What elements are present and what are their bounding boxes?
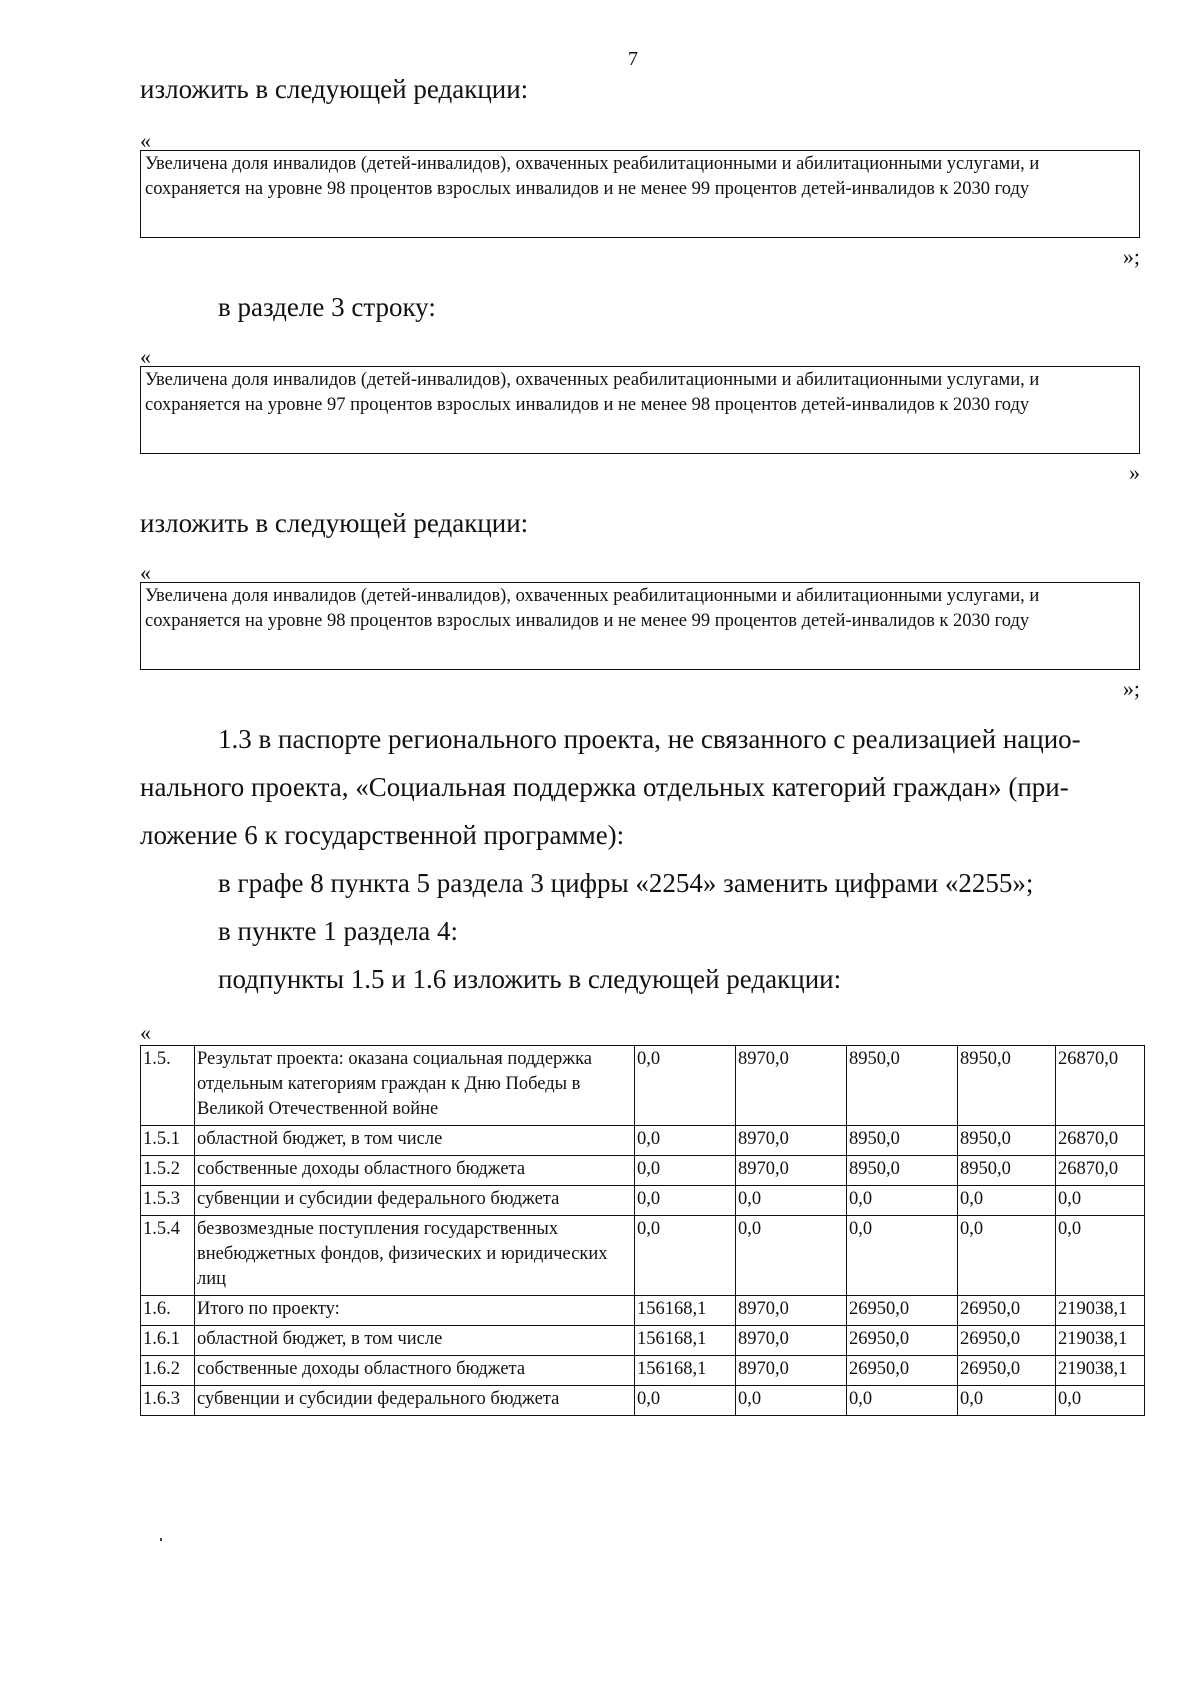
value-cell-c3: 0,0 bbox=[847, 1216, 958, 1296]
value-cell-c4: 8950,0 bbox=[958, 1156, 1056, 1186]
value-cell-c2: 8970,0 bbox=[736, 1156, 847, 1186]
value-cell-c5: 26870,0 bbox=[1056, 1156, 1145, 1186]
value-cell-c4: 0,0 bbox=[958, 1186, 1056, 1216]
value-cell-c4: 26950,0 bbox=[958, 1296, 1056, 1326]
value-cell-c1: 156168,1 bbox=[635, 1356, 736, 1386]
row-number-cell: 1.5.2 bbox=[141, 1156, 195, 1186]
row-number-cell: 1.6.1 bbox=[141, 1326, 195, 1356]
value-cell-c4: 0,0 bbox=[958, 1386, 1056, 1416]
row-number-cell: 1.5.4 bbox=[141, 1216, 195, 1296]
row-number-cell: 1.6.3 bbox=[141, 1386, 195, 1416]
row-number-cell: 1.6. bbox=[141, 1296, 195, 1326]
value-cell-c1: 0,0 bbox=[635, 1386, 736, 1416]
value-cell-c5: 219038,1 bbox=[1056, 1296, 1145, 1326]
scan-mark bbox=[160, 1538, 162, 1541]
table-row bbox=[141, 1356, 1145, 1386]
value-cell-c3: 0,0 bbox=[847, 1186, 958, 1216]
value-cell-c2: 8970,0 bbox=[736, 1326, 847, 1356]
table-row bbox=[141, 1126, 1145, 1156]
value-cell-c2: 0,0 bbox=[736, 1216, 847, 1296]
row-name-cell: областной бюджет, в том числе bbox=[195, 1126, 635, 1156]
value-cell-c4: 26950,0 bbox=[958, 1326, 1056, 1356]
block2-heading: в разделе 3 строку: bbox=[218, 292, 436, 322]
budget-table bbox=[140, 1045, 1145, 1416]
value-cell-c2: 8970,0 bbox=[736, 1126, 847, 1156]
value-cell-c3: 8950,0 bbox=[847, 1156, 958, 1186]
block2-close-quote: » bbox=[1129, 460, 1140, 485]
value-cell-c1: 0,0 bbox=[635, 1186, 736, 1216]
value-cell-c3: 8950,0 bbox=[847, 1046, 958, 1126]
paragraph-line-3: ложение 6 к государственной программе): bbox=[140, 820, 625, 850]
value-cell-c1: 156168,1 bbox=[635, 1326, 736, 1356]
row-name-cell: субвенции и субсидии федерального бюджета bbox=[195, 1186, 635, 1216]
value-cell-c5: 0,0 bbox=[1056, 1216, 1145, 1296]
table-row bbox=[141, 1046, 1145, 1126]
value-cell-c2: 8970,0 bbox=[736, 1046, 847, 1126]
instruction-line-2: в пункте 1 раздела 4: bbox=[218, 916, 459, 946]
value-cell-c2: 8970,0 bbox=[736, 1356, 847, 1386]
value-cell-c4: 8950,0 bbox=[958, 1126, 1056, 1156]
block1-textbox: Увеличена доля инвалидов (детей-инвалидов), охваченных реабилитационными и абилитационными услугами, и сохраняется на уровне 98 процентов взрослых инвалидов и не менее 99 процентов детей-инвалидов к 2030 году bbox=[140, 150, 1140, 238]
row-number-cell: 1.5.3 bbox=[141, 1186, 195, 1216]
row-name-cell: субвенции и субсидии федерального бюджета bbox=[195, 1386, 635, 1416]
table-open-quote: « bbox=[140, 1020, 151, 1045]
instruction-line-1: в графе 8 пункта 5 раздела 3 цифры «2254» заменить цифрами «2255»; bbox=[218, 868, 1034, 898]
value-cell-c3: 8950,0 bbox=[847, 1126, 958, 1156]
paragraph-line-2: нального проекта, «Социальная поддержка отдельных категорий граждан» (при- bbox=[140, 772, 1069, 802]
value-cell-c1: 0,0 bbox=[635, 1126, 736, 1156]
row-name-cell: Результат проекта: оказана социальная поддержка отдельным категориям граждан к Дню Победы в Великой Отечественной войне bbox=[195, 1046, 635, 1126]
block3-textbox: Увеличена доля инвалидов (детей-инвалидов), охваченных реабилитационными и абилитационными услугами, и сохраняется на уровне 98 процентов взрослых инвалидов и не менее 99 процентов детей-инвалидов к 2030 году bbox=[140, 582, 1140, 670]
value-cell-c1: 156168,1 bbox=[635, 1296, 736, 1326]
value-cell-c3: 26950,0 bbox=[847, 1296, 958, 1326]
value-cell-c3: 0,0 bbox=[847, 1386, 958, 1416]
instruction-line-3: подпункты 1.5 и 1.6 изложить в следующей редакции: bbox=[218, 964, 842, 994]
value-cell-c4: 8950,0 bbox=[958, 1046, 1056, 1126]
value-cell-c5: 26870,0 bbox=[1056, 1046, 1145, 1126]
table-row bbox=[141, 1216, 1145, 1296]
block3-close-quote: »; bbox=[1122, 676, 1140, 701]
value-cell-c4: 26950,0 bbox=[958, 1356, 1056, 1386]
value-cell-c2: 8970,0 bbox=[736, 1296, 847, 1326]
value-cell-c4: 0,0 bbox=[958, 1216, 1056, 1296]
table-row bbox=[141, 1186, 1145, 1216]
row-name-cell: собственные доходы областного бюджета bbox=[195, 1356, 635, 1386]
value-cell-c3: 26950,0 bbox=[847, 1326, 958, 1356]
row-name-cell: собственные доходы областного бюджета bbox=[195, 1156, 635, 1186]
row-number-cell: 1.6.2 bbox=[141, 1356, 195, 1386]
table-row bbox=[141, 1296, 1145, 1326]
row-number-cell: 1.5. bbox=[141, 1046, 195, 1126]
value-cell-c3: 26950,0 bbox=[847, 1356, 958, 1386]
paragraph-line-1: 1.3 в паспорте регионального проекта, не связанного с реализацией нацио- bbox=[218, 724, 1081, 754]
row-name-cell: Итого по проекту: bbox=[195, 1296, 635, 1326]
value-cell-c1: 0,0 bbox=[635, 1046, 736, 1126]
row-number-cell: 1.5.1 bbox=[141, 1126, 195, 1156]
block2-open-quote: « bbox=[140, 344, 151, 369]
table-row bbox=[141, 1156, 1145, 1186]
value-cell-c5: 26870,0 bbox=[1056, 1126, 1145, 1156]
row-name-cell: безвозмездные поступления государственных внебюджетных фондов, физических и юридических лиц bbox=[195, 1216, 635, 1296]
table-row bbox=[141, 1326, 1145, 1356]
value-cell-c5: 219038,1 bbox=[1056, 1356, 1145, 1386]
value-cell-c5: 0,0 bbox=[1056, 1186, 1145, 1216]
value-cell-c2: 0,0 bbox=[736, 1386, 847, 1416]
value-cell-c1: 0,0 bbox=[635, 1216, 736, 1296]
block3-open-quote: « bbox=[140, 560, 151, 585]
value-cell-c5: 219038,1 bbox=[1056, 1326, 1145, 1356]
row-name-cell: областной бюджет, в том числе bbox=[195, 1326, 635, 1356]
block3-heading: изложить в следующей редакции: bbox=[140, 508, 529, 538]
page-number: 7 bbox=[628, 48, 638, 70]
block1-close-quote: »; bbox=[1122, 244, 1140, 269]
block1-heading: изложить в следующей редакции: bbox=[140, 74, 529, 104]
table-row bbox=[141, 1386, 1145, 1416]
value-cell-c5: 0,0 bbox=[1056, 1386, 1145, 1416]
block1-open-quote: « bbox=[140, 128, 151, 153]
value-cell-c1: 0,0 bbox=[635, 1156, 736, 1186]
value-cell-c2: 0,0 bbox=[736, 1186, 847, 1216]
block2-textbox: Увеличена доля инвалидов (детей-инвалидов), охваченных реабилитационными и абилитационными услугами, и сохраняется на уровне 97 процентов взрослых инвалидов и не менее 98 процентов детей-инвалидов к 2030 году bbox=[140, 366, 1140, 454]
